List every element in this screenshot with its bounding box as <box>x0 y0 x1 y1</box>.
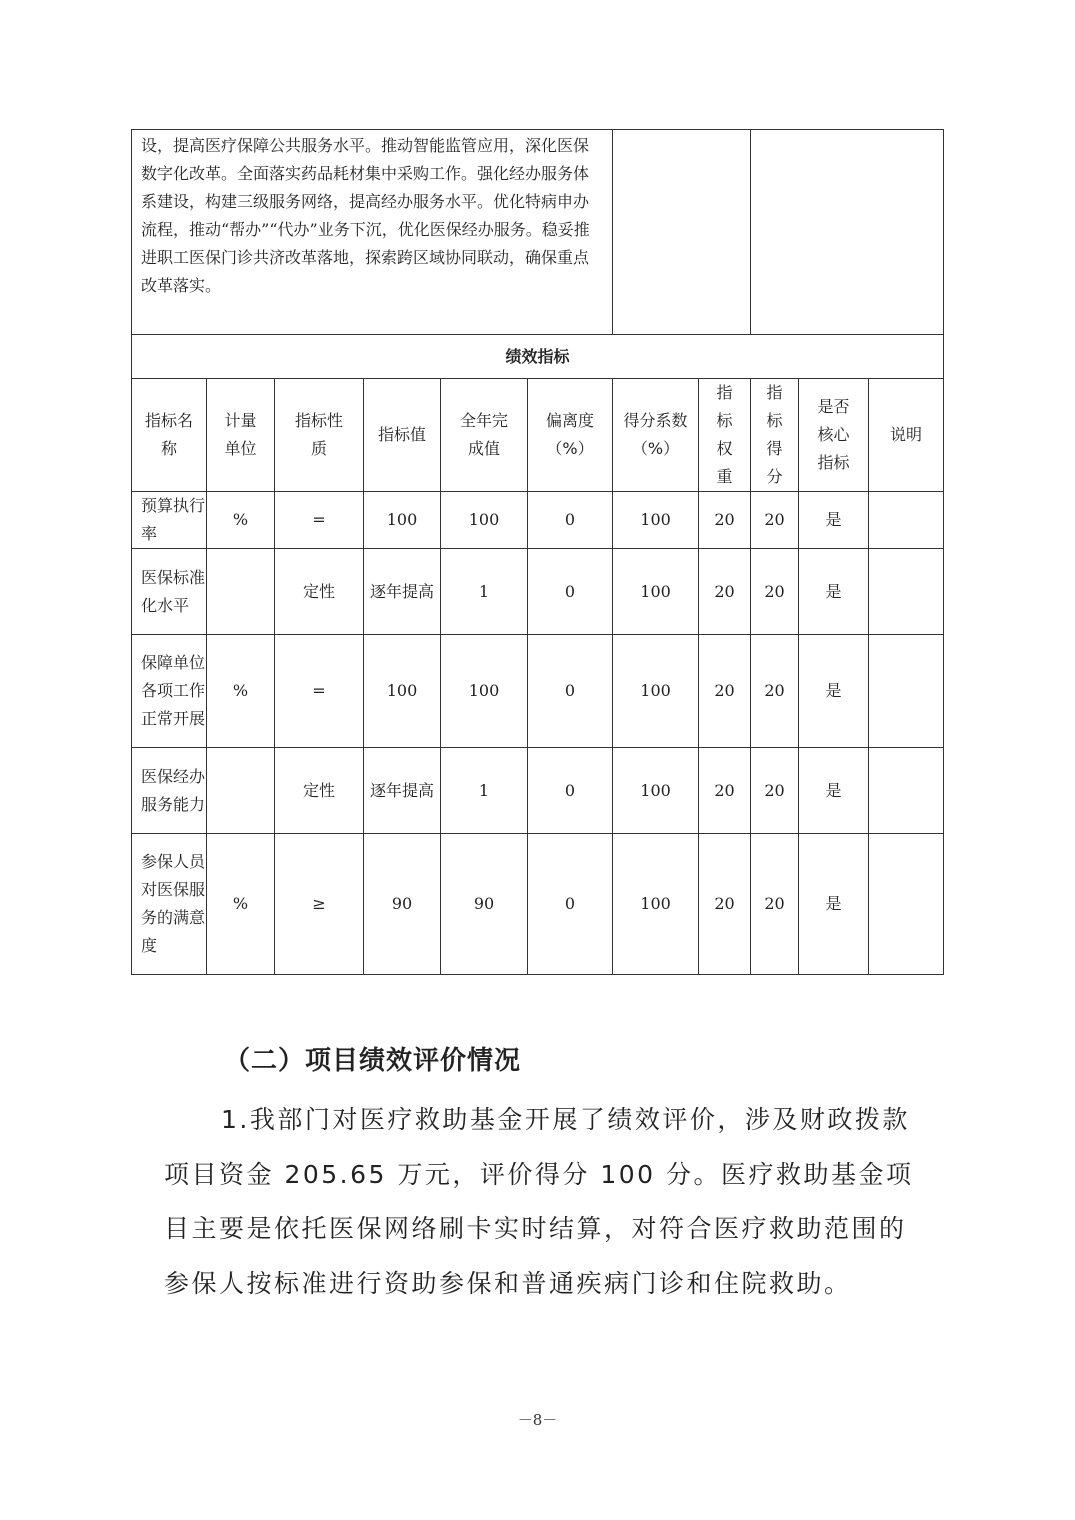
table-row <box>132 549 944 635</box>
cell-score: 20 <box>751 748 799 834</box>
cell-deviation: 0 <box>528 635 613 748</box>
cell-score: 20 <box>751 834 799 975</box>
body-paragraph: 1.我部门对医疗救助基金开展了绩效评价，涉及财政拨款项目资金 205.65 万元，评价得分 100 分。医疗救助基金项目主要是依托医保网络刷卡实时结算，对符合医疗救助范围的参保人按标准进行资助参保和普通疾病门诊和住院救助。 <box>164 1105 914 1298</box>
col-header-target: 指标值 <box>364 379 441 492</box>
cell-target: 逐年提高 <box>364 748 441 834</box>
cell-actual: 100 <box>441 635 528 748</box>
cell-name: 医保标准化水平 <box>132 549 207 635</box>
cell-coef: 100 <box>613 492 699 549</box>
cell-actual: 1 <box>441 549 528 635</box>
col-header-nature: 指标性质 <box>275 379 364 492</box>
cell-coef: 100 <box>613 748 699 834</box>
cell-name: 预算执行率 <box>132 492 207 549</box>
cell-score: 20 <box>751 492 799 549</box>
cell-target: 90 <box>364 834 441 975</box>
cell-unit: % <box>207 492 275 549</box>
col-header-note: 说明 <box>869 379 944 492</box>
cell-note <box>869 635 944 748</box>
cell-core: 是 <box>799 748 869 834</box>
cell-nature: = <box>275 492 364 549</box>
cell-weight: 20 <box>699 635 751 748</box>
cell-target: 100 <box>364 635 441 748</box>
table-row <box>132 635 944 748</box>
cell-coef: 100 <box>613 635 699 748</box>
section-title-row <box>132 335 944 379</box>
cell-nature: = <box>275 635 364 748</box>
cell-deviation: 0 <box>528 748 613 834</box>
cell-target: 逐年提高 <box>364 549 441 635</box>
cell-name: 医保经办服务能力 <box>132 748 207 834</box>
cell-weight: 20 <box>699 549 751 635</box>
cell-nature: 定性 <box>275 549 364 635</box>
cell-weight: 20 <box>699 492 751 549</box>
col-header-unit: 计量单位 <box>207 379 275 492</box>
empty-cell <box>751 130 944 335</box>
section-title: 绩效指标 <box>132 335 944 379</box>
cell-unit <box>207 549 275 635</box>
cell-deviation: 0 <box>528 492 613 549</box>
col-header-name: 指标名称 <box>132 379 207 492</box>
cell-nature: 定性 <box>275 748 364 834</box>
cell-name: 参保人员对医保服务的满意度 <box>132 834 207 975</box>
description-row <box>132 130 944 335</box>
cell-note <box>869 549 944 635</box>
cell-core: 是 <box>799 635 869 748</box>
cell-score: 20 <box>751 549 799 635</box>
cell-deviation: 0 <box>528 549 613 635</box>
cell-core: 是 <box>799 492 869 549</box>
col-header-coef: 得分系数（%） <box>613 379 699 492</box>
performance-table <box>131 129 944 975</box>
empty-cell <box>613 130 751 335</box>
header-row <box>132 379 944 492</box>
cell-actual: 90 <box>441 834 528 975</box>
cell-actual: 100 <box>441 492 528 549</box>
table-row <box>132 748 944 834</box>
cell-note <box>869 834 944 975</box>
cell-core: 是 <box>799 834 869 975</box>
cell-unit <box>207 748 275 834</box>
cell-coef: 100 <box>613 834 699 975</box>
cell-deviation: 0 <box>528 834 613 975</box>
col-header-core: 是否核心指标 <box>799 379 869 492</box>
col-header-weight: 指标权重 <box>699 379 751 492</box>
cell-target: 100 <box>364 492 441 549</box>
cell-weight: 20 <box>699 748 751 834</box>
cell-note <box>869 748 944 834</box>
cell-coef: 100 <box>613 549 699 635</box>
col-header-score: 指标得分 <box>751 379 799 492</box>
table-row <box>132 492 944 549</box>
cell-weight: 20 <box>699 834 751 975</box>
cell-actual: 1 <box>441 748 528 834</box>
cell-unit: % <box>207 635 275 748</box>
description-text: 设，提高医疗保障公共服务水平。推动智能监管应用，深化医保数字化改革。全面落实药品耗材集中采购工作。强化经办服务体系建设，构建三级服务网络，提高经办服务水平。优化特病申办流程，推动“帮办”“代办”业务下沉，优化医保经办服务。稳妥推进职工医保门诊共济改革落地，探索跨区域协同联动，确保重点改革落实。 <box>132 130 613 335</box>
section-heading: （二）项目绩效评价情况 <box>224 1046 522 1076</box>
col-header-deviation: 偏离度（%） <box>528 379 613 492</box>
cell-core: 是 <box>799 549 869 635</box>
cell-unit: % <box>207 834 275 975</box>
page-number: －8－ <box>517 1411 558 1429</box>
cell-nature: ≥ <box>275 834 364 975</box>
table-row <box>132 834 944 975</box>
cell-score: 20 <box>751 635 799 748</box>
col-header-actual: 全年完成值 <box>441 379 528 492</box>
cell-name: 保障单位各项工作正常开展 <box>132 635 207 748</box>
cell-note <box>869 492 944 549</box>
